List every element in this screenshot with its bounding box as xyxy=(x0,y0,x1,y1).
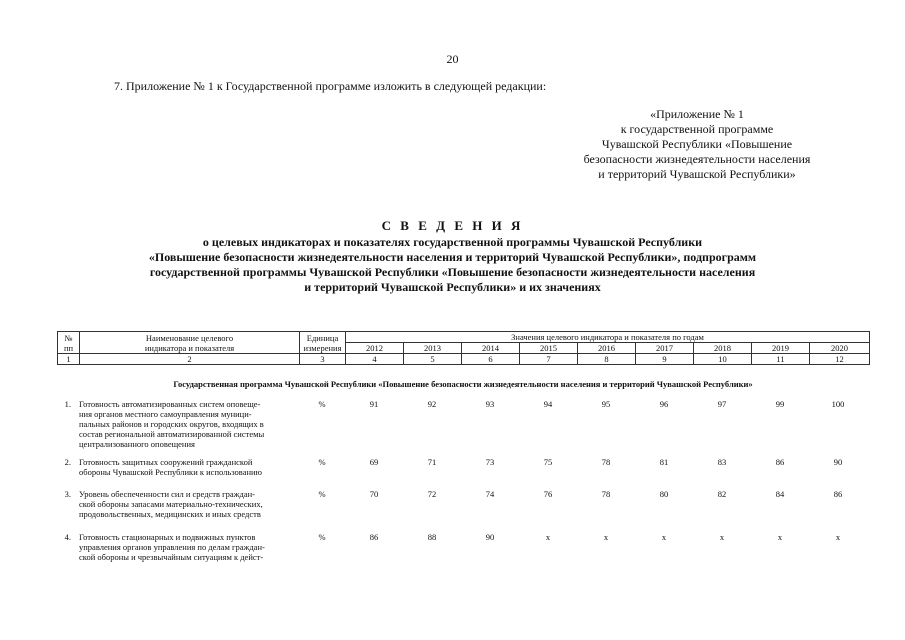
column-number: 4 xyxy=(346,354,404,365)
value-cell: 73 xyxy=(485,457,495,467)
indicator-name-line: ской обороны и чрезвычайным ситуациям к дейст- xyxy=(79,552,264,562)
column-number: 3 xyxy=(300,354,346,365)
unit-cell: % xyxy=(318,489,326,499)
indicator-name-line: Уровень обеспеченности сил и средств граждан- xyxy=(79,489,256,499)
value-cell: 93 xyxy=(485,399,495,409)
value-cell: 71 xyxy=(427,457,437,467)
row-number: 4. xyxy=(64,532,71,542)
indicator-name-line: Готовность стационарных и подвижных пунктов xyxy=(79,532,256,542)
column-number: 10 xyxy=(694,354,752,365)
value-cell: 95 xyxy=(601,399,611,409)
value-cell: 90 xyxy=(485,532,495,542)
indicator-rows xyxy=(57,399,869,568)
section-title: Государственная программа Чувашской Республики «Повышение безопасности жизнедеятельности населения и территорий Чувашской Республики» xyxy=(173,379,753,389)
header-text: № xyxy=(64,332,73,343)
value-cell: 75 xyxy=(543,457,553,467)
year-header: 2014 xyxy=(462,343,520,354)
table-row xyxy=(57,399,869,457)
header-text: Единица xyxy=(306,332,339,343)
value-cell: 83 xyxy=(717,457,727,467)
value-cell: 70 xyxy=(369,489,379,499)
heading-title: С В Е Д Е Н И Я xyxy=(381,218,524,233)
column-number: 11 xyxy=(752,354,810,365)
heading-line: государственной программы Чувашской Республики «Повышение безопасности жизнедеятельности населения xyxy=(149,265,756,279)
indicator-name-line: Готовность автоматизированных систем оповеще- xyxy=(79,399,261,409)
row-number: 3. xyxy=(64,489,71,499)
indicator-name-line: состав региональной автоматизированной системы xyxy=(79,429,265,439)
value-cell: x xyxy=(545,532,551,542)
indicators-table-header xyxy=(57,331,870,365)
col-unit-header xyxy=(300,332,346,354)
header-text: индикатора и показателя xyxy=(144,342,235,353)
header-text: измерения xyxy=(303,342,342,353)
value-cell: 86 xyxy=(775,457,785,467)
column-number: 2 xyxy=(80,354,300,365)
year-header: 2017 xyxy=(636,343,694,354)
column-number: 5 xyxy=(404,354,462,365)
value-cell: 99 xyxy=(775,399,785,409)
table-row xyxy=(57,457,869,489)
value-cell: 81 xyxy=(659,457,669,467)
unit-cell: % xyxy=(318,532,326,542)
indicator-name xyxy=(79,489,299,519)
value-cell: 91 xyxy=(369,399,379,409)
value-cell: 80 xyxy=(659,489,669,499)
column-number: 1 xyxy=(58,354,80,365)
appendix-line: к государственной программе xyxy=(620,122,774,136)
year-header: 2013 xyxy=(404,343,462,354)
value-cell: x xyxy=(777,532,783,542)
col-values-header: Значения целевого индикатора и показателя по годам xyxy=(346,332,870,343)
heading-line: «Повышение безопасности жизнедеятельности населения и территорий Чувашской Республики», подпрограмм xyxy=(148,250,757,264)
appendix-line: безопасности жизнедеятельности населения xyxy=(583,152,811,166)
value-cell: x xyxy=(719,532,725,542)
year-header: 2012 xyxy=(346,343,404,354)
table-row xyxy=(57,489,869,532)
year-header: 2020 xyxy=(810,343,870,354)
column-number: 6 xyxy=(462,354,520,365)
unit-cell: % xyxy=(318,399,326,409)
value-cell: 86 xyxy=(833,489,843,499)
column-number: 8 xyxy=(578,354,636,365)
value-cell: 72 xyxy=(427,489,437,499)
value-cell: 88 xyxy=(427,532,437,542)
header-text: пп xyxy=(63,342,74,353)
appendix-line: Чувашской Республики «Повышение xyxy=(601,137,793,151)
year-header: 2015 xyxy=(520,343,578,354)
year-header: 2016 xyxy=(578,343,636,354)
value-cell: 84 xyxy=(775,489,785,499)
header-text: Наименование целевого xyxy=(145,332,234,343)
row-number: 1. xyxy=(64,399,71,409)
table-row xyxy=(57,532,869,568)
value-cell: 76 xyxy=(543,489,553,499)
indicator-name xyxy=(79,532,299,562)
column-number: 12 xyxy=(810,354,870,365)
appendix-line: и территорий Чувашской Республики» xyxy=(598,167,796,181)
indicator-name xyxy=(79,399,299,449)
indicator-name-line: управления органов управления по делам граждан- xyxy=(79,542,265,552)
value-cell: 69 xyxy=(369,457,379,467)
year-header: 2019 xyxy=(752,343,810,354)
indicator-name-line: обороны Чувашской Республики к использованию xyxy=(79,467,262,477)
value-cell: 97 xyxy=(717,399,727,409)
appendix-note xyxy=(567,107,827,182)
indicator-name-line: Готовность защитных сооружений гражданской xyxy=(79,457,253,467)
indicator-name-line: ния органов местного самоуправления муници- xyxy=(79,409,252,419)
value-cell: 86 xyxy=(369,532,379,542)
column-number: 7 xyxy=(520,354,578,365)
row-number: 2. xyxy=(64,457,71,467)
value-cell: 100 xyxy=(831,399,845,409)
value-cell: 92 xyxy=(427,399,437,409)
document-heading xyxy=(60,218,845,295)
appendix-line: «Приложение № 1 xyxy=(650,107,744,121)
value-cell: x xyxy=(603,532,609,542)
intro-paragraph: 7. Приложение № 1 к Государственной программе изложить в следующей редакции: xyxy=(114,79,547,93)
year-header: 2018 xyxy=(694,343,752,354)
value-cell: x xyxy=(661,532,667,542)
col-num-header xyxy=(58,332,80,354)
heading-line: и территорий Чувашской Республики» и их значениях xyxy=(304,280,601,294)
page-number: 20 xyxy=(446,52,459,66)
value-cell: 74 xyxy=(485,489,495,499)
value-cell: 96 xyxy=(659,399,669,409)
value-cell: 82 xyxy=(717,489,727,499)
value-cell: 90 xyxy=(833,457,843,467)
value-cell: 78 xyxy=(601,457,611,467)
indicator-name xyxy=(79,457,299,477)
column-number: 9 xyxy=(636,354,694,365)
col-name-header xyxy=(80,332,300,354)
value-cell: 78 xyxy=(601,489,611,499)
indicator-name-line: централизованного оповещения xyxy=(79,439,195,449)
heading-line: о целевых индикаторах и показателях государственной программы Чувашской Республики xyxy=(202,235,703,249)
indicator-name-line: ской обороны запасами материально-технических, xyxy=(79,499,263,509)
value-cell: 94 xyxy=(543,399,553,409)
indicator-name-line: продовольственных, медицинских и иных средств xyxy=(79,509,261,519)
indicator-name-line: пальных районов и городских округов, входящих в xyxy=(79,419,264,429)
unit-cell: % xyxy=(318,457,326,467)
value-cell: x xyxy=(835,532,841,542)
